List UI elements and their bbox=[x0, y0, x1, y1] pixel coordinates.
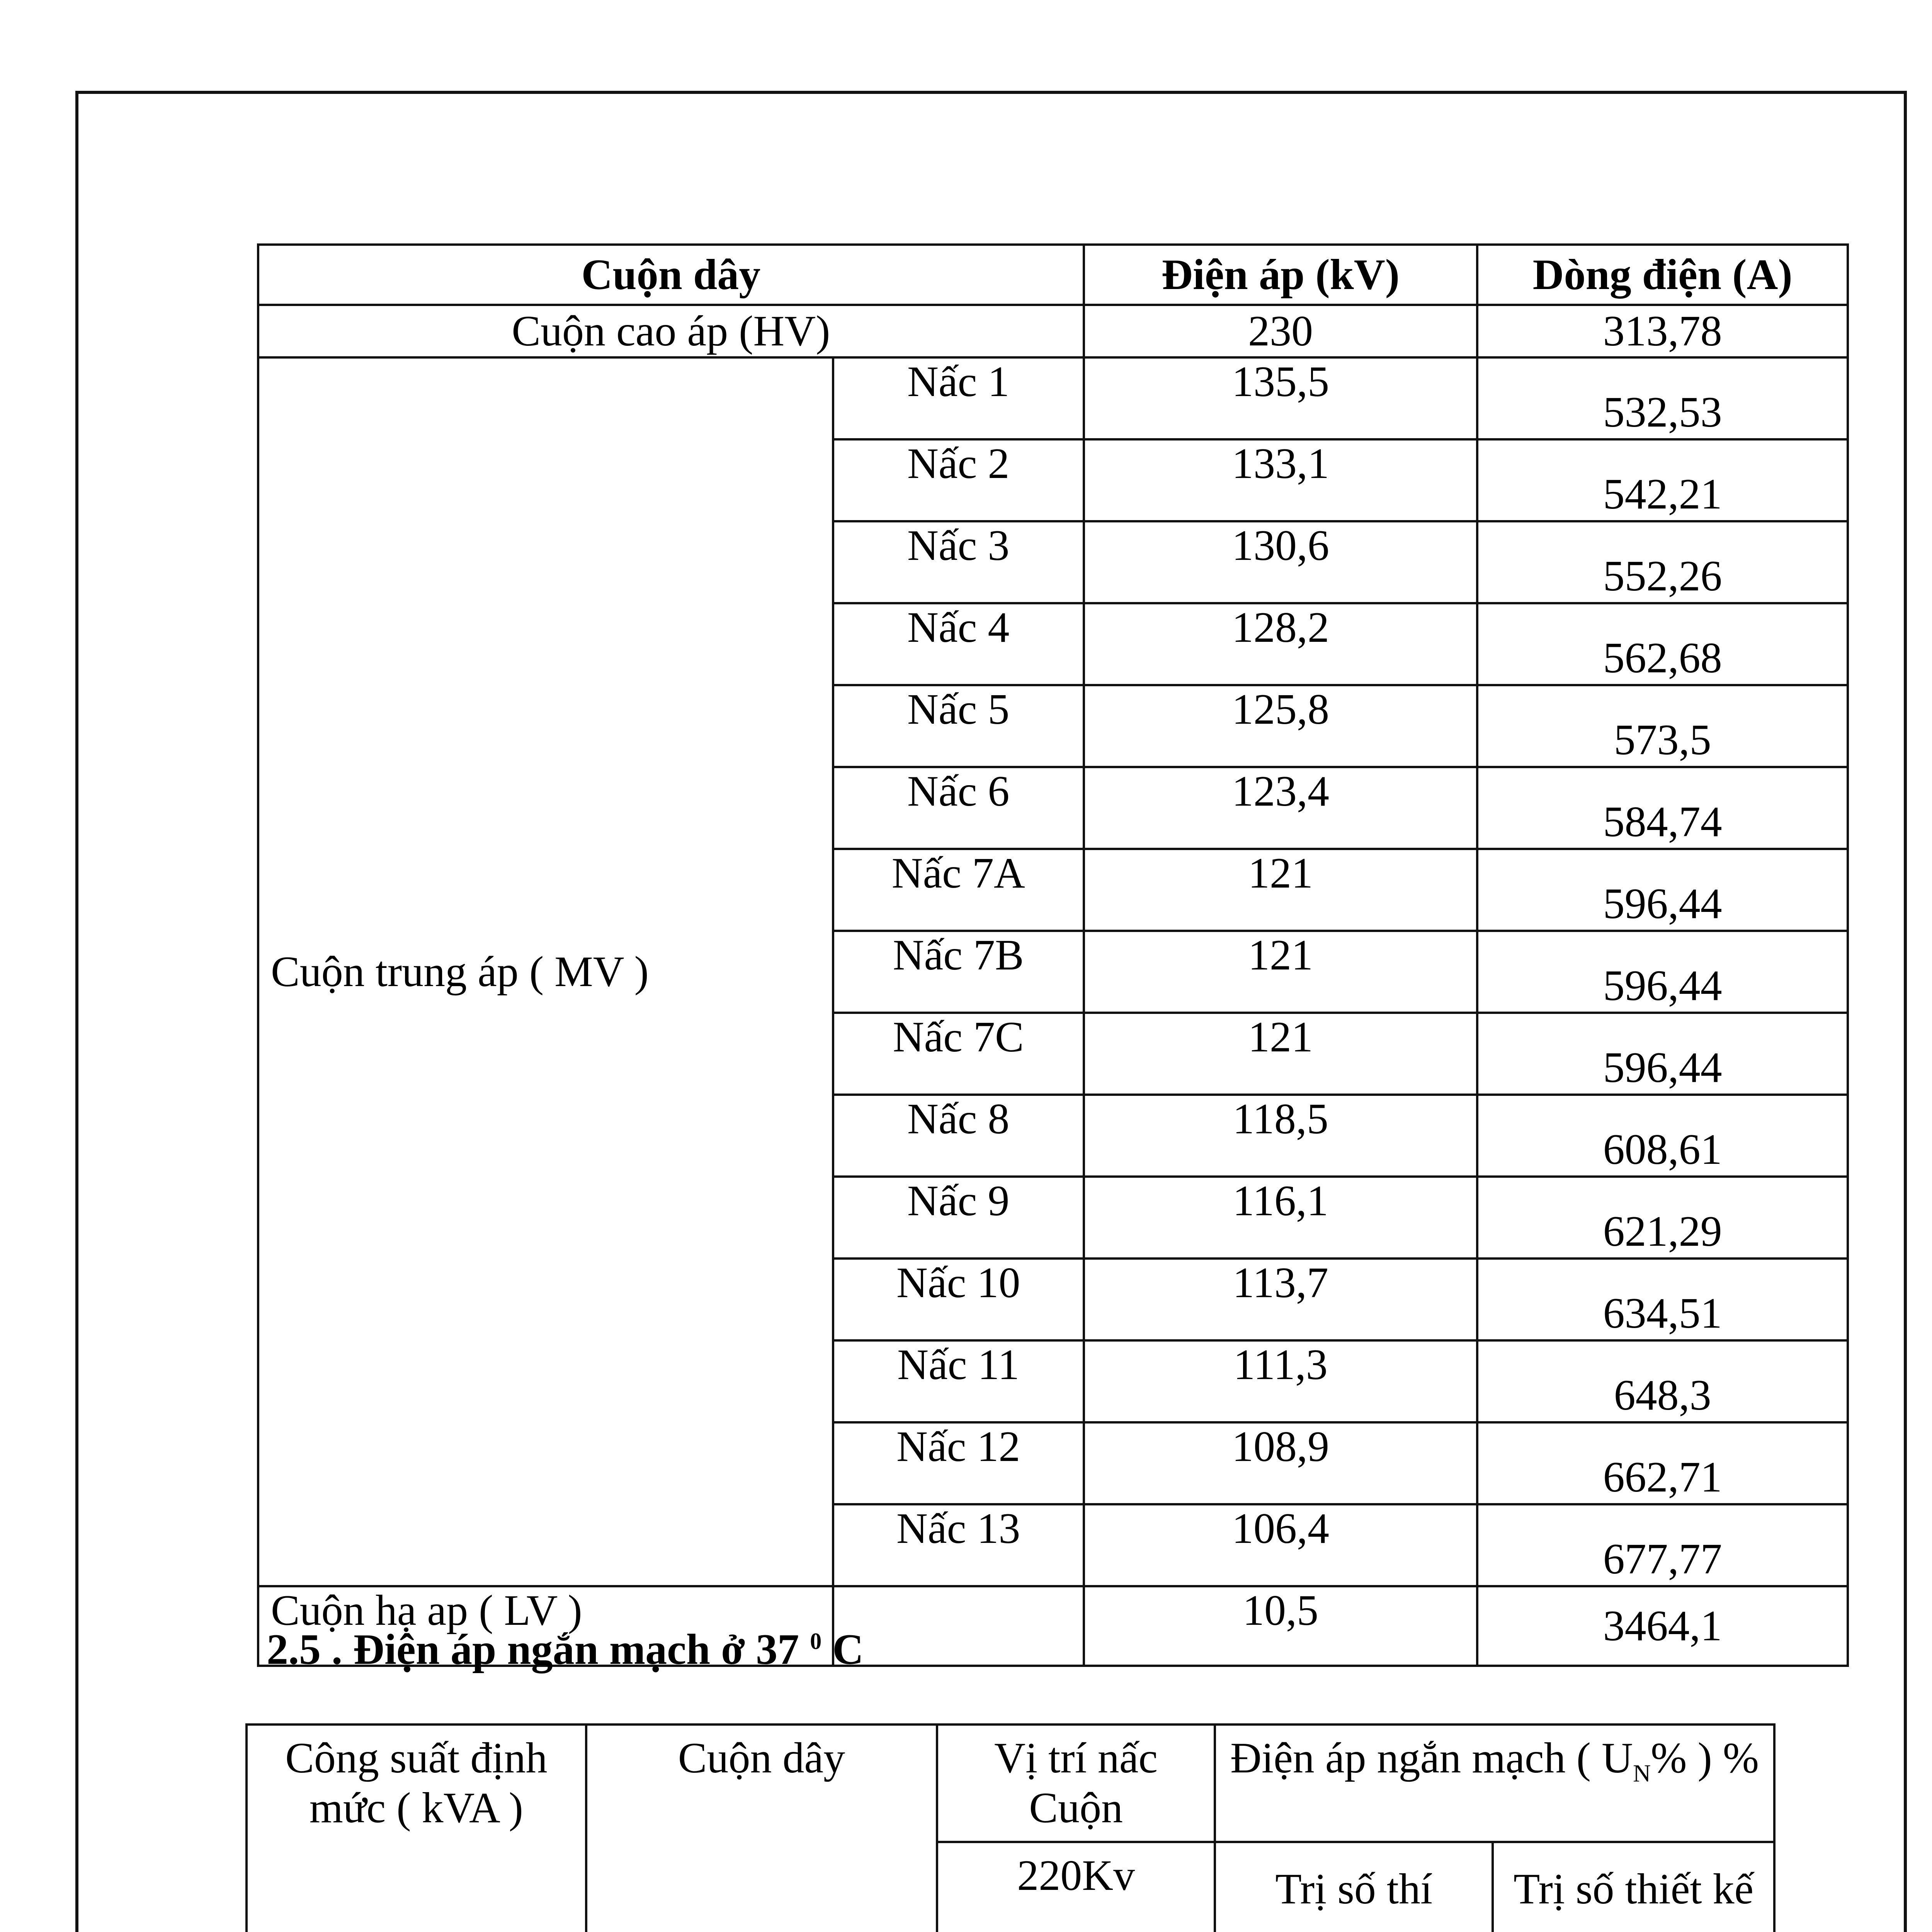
tap-name: Nấc 13 bbox=[833, 1504, 1084, 1586]
header-winding: Cuộn dây bbox=[258, 245, 1084, 305]
tap-voltage: 118,5 bbox=[1084, 1095, 1478, 1177]
header-rated-power: Công suất định mức ( kVA ) bbox=[247, 1725, 586, 1932]
tap-current: 596,44 bbox=[1477, 849, 1848, 931]
lv-voltage: 10,5 bbox=[1084, 1586, 1478, 1666]
sc-voltage-prefix: Điện áp ngắn mạch ( U bbox=[1230, 1734, 1633, 1782]
tap-current: 621,29 bbox=[1477, 1177, 1848, 1259]
tap-current: 648,3 bbox=[1477, 1340, 1848, 1422]
header-designed: Trị số thiết kế bbox=[1493, 1842, 1774, 1932]
sc-voltage-suffix: % ) % bbox=[1651, 1734, 1759, 1782]
sc-voltage-sub: N bbox=[1633, 1759, 1651, 1787]
tap-name: Nấc 1 bbox=[833, 357, 1084, 439]
tap-name: Nấc 11 bbox=[833, 1340, 1084, 1422]
hv-current: 313,78 bbox=[1477, 305, 1848, 357]
tap-current: 584,74 bbox=[1477, 767, 1848, 849]
table-header-row bbox=[258, 245, 1848, 305]
short-circuit-voltage-table bbox=[245, 1723, 1776, 1932]
header-voltage: Điện áp (kV) bbox=[1084, 245, 1478, 305]
tap-voltage: 133,1 bbox=[1084, 439, 1478, 521]
table-row bbox=[258, 357, 1848, 439]
table-header-row bbox=[247, 1725, 1774, 1842]
tap-name: Nấc 10 bbox=[833, 1259, 1084, 1340]
tap-name: Nấc 2 bbox=[833, 439, 1084, 521]
hv-row bbox=[258, 305, 1848, 357]
tap-voltage: 135,5 bbox=[1084, 357, 1478, 439]
tap-voltage: 113,7 bbox=[1084, 1259, 1478, 1340]
tap-name: Nấc 7C bbox=[833, 1013, 1084, 1095]
header-measured: Trị số thí bbox=[1215, 1842, 1493, 1932]
tap-voltage: 121 bbox=[1084, 931, 1478, 1013]
tap-name: Nấc 7B bbox=[833, 931, 1084, 1013]
tap-name: Nấc 7A bbox=[833, 849, 1084, 931]
tap-current: 532,53 bbox=[1477, 357, 1848, 439]
header-tap-position: Vị trí nấc Cuộn bbox=[937, 1725, 1215, 1842]
section-heading-unit: C bbox=[821, 1626, 864, 1673]
hv-voltage: 230 bbox=[1084, 305, 1478, 357]
header-tap-voltage: 220Kv bbox=[937, 1842, 1215, 1932]
tap-name: Nấc 4 bbox=[833, 603, 1084, 685]
degree-superscript: 0 bbox=[810, 1628, 822, 1654]
tap-name: Nấc 3 bbox=[833, 521, 1084, 603]
mv-label: Cuộn trung áp ( MV ) bbox=[258, 357, 833, 1586]
tap-voltage: 116,1 bbox=[1084, 1177, 1478, 1259]
tap-current: 634,51 bbox=[1477, 1259, 1848, 1340]
tap-name: Nấc 8 bbox=[833, 1095, 1084, 1177]
tap-name: Nấc 6 bbox=[833, 767, 1084, 849]
tap-voltage: 125,8 bbox=[1084, 685, 1478, 767]
tap-current: 552,26 bbox=[1477, 521, 1848, 603]
tap-voltage: 128,2 bbox=[1084, 603, 1478, 685]
tap-voltage: 106,4 bbox=[1084, 1504, 1478, 1586]
section-heading-text: 2.5 . Điện áp ngắn mạch ở 37 bbox=[267, 1626, 799, 1673]
hv-label: Cuộn cao áp (HV) bbox=[258, 305, 1084, 357]
tap-current: 677,77 bbox=[1477, 1504, 1848, 1586]
tap-name: Nấc 9 bbox=[833, 1177, 1084, 1259]
lv-current: 3464,1 bbox=[1477, 1586, 1848, 1666]
header-sc-voltage bbox=[1215, 1725, 1774, 1842]
tap-current: 608,61 bbox=[1477, 1095, 1848, 1177]
tap-current: 596,44 bbox=[1477, 931, 1848, 1013]
tap-current: 573,5 bbox=[1477, 685, 1848, 767]
lv-tap-empty bbox=[833, 1586, 1084, 1666]
tap-name: Nấc 12 bbox=[833, 1422, 1084, 1504]
header-winding: Cuộn dây bbox=[586, 1725, 937, 1932]
tap-current: 596,44 bbox=[1477, 1013, 1848, 1095]
header-current: Dòng điện (A) bbox=[1477, 245, 1848, 305]
tap-voltage: 121 bbox=[1084, 849, 1478, 931]
section-heading bbox=[267, 1625, 864, 1675]
tap-voltage: 130,6 bbox=[1084, 521, 1478, 603]
tap-voltage: 123,4 bbox=[1084, 767, 1478, 849]
tap-voltage: 108,9 bbox=[1084, 1422, 1478, 1504]
tap-current: 662,71 bbox=[1477, 1422, 1848, 1504]
winding-voltage-current-table bbox=[257, 243, 1849, 1667]
lv-label: Cuộn hạ ap ( LV ) bbox=[258, 1586, 833, 1666]
tap-name: Nấc 5 bbox=[833, 685, 1084, 767]
tap-voltage: 121 bbox=[1084, 1013, 1478, 1095]
tap-voltage: 111,3 bbox=[1084, 1340, 1478, 1422]
tap-current: 562,68 bbox=[1477, 603, 1848, 685]
tap-current: 542,21 bbox=[1477, 439, 1848, 521]
